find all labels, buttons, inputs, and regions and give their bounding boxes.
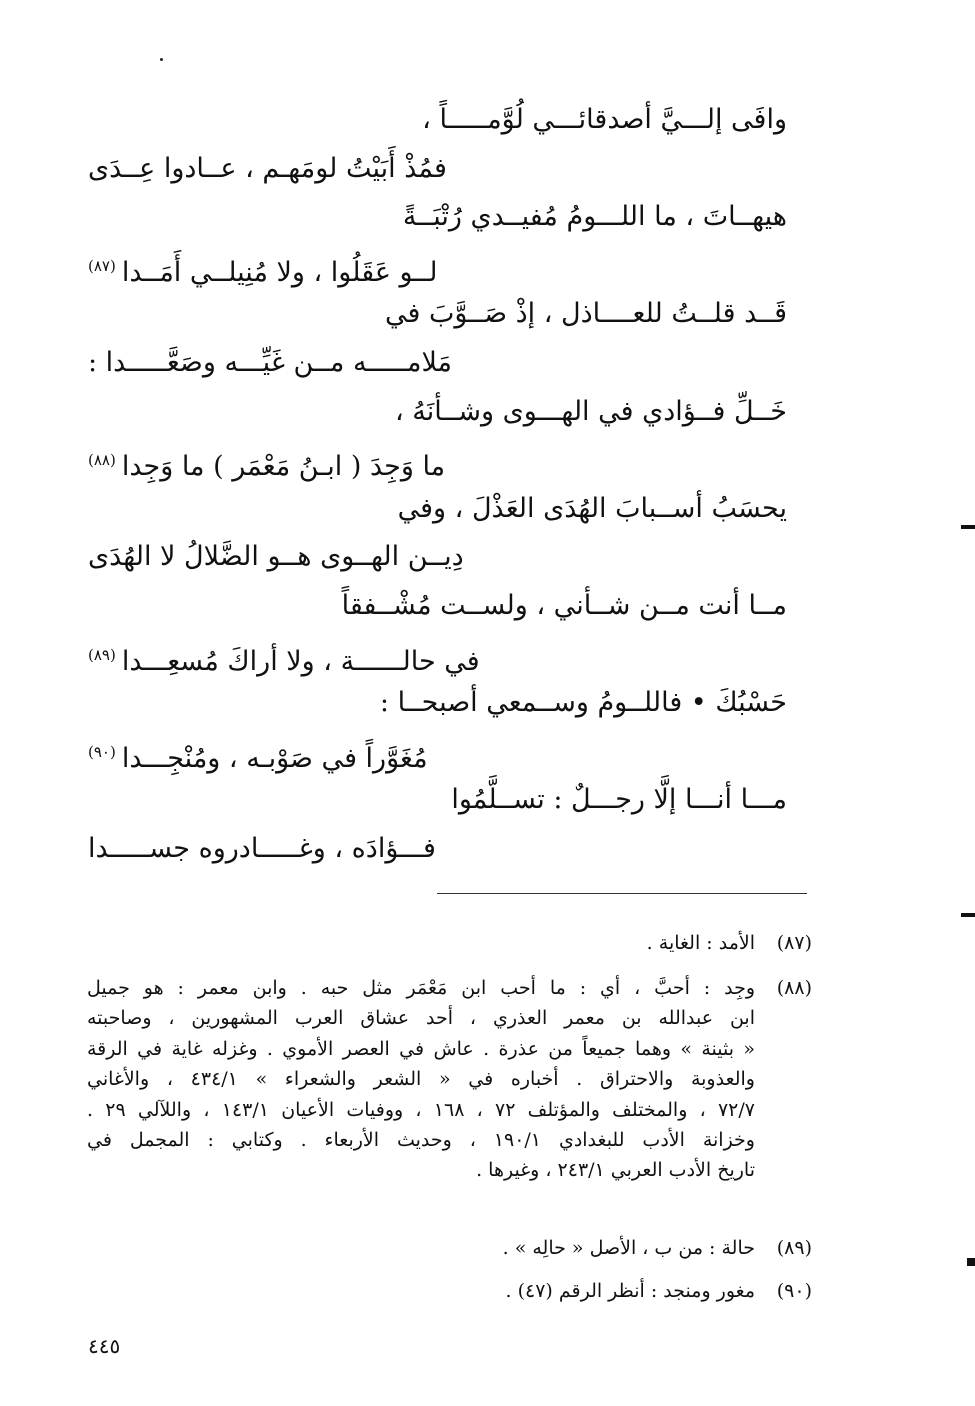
- footnote-line: الأمد : الغاية .: [646, 932, 755, 954]
- verse-text: هيهــاتَ ، ما اللـــومُ مُفيــدي رُتْبَــةً: [402, 201, 787, 233]
- footnote-text: [87, 1233, 755, 1263]
- footnote-number: (٨٨): [776, 977, 812, 999]
- verse-line: [88, 343, 452, 383]
- verse-line: [88, 635, 480, 675]
- page-edge-mark: [961, 525, 975, 529]
- verse-text: لــو عَقَلُوا ، ولا مُنِيلــي أَمَــدا: [121, 256, 438, 288]
- footnote-text: [87, 928, 755, 958]
- verse-line: [88, 732, 428, 772]
- verse-text: حَسْبُكَ • فاللــومُ وســمعي أصبحــا :: [379, 687, 787, 719]
- verse-text: خَــلِّ فــؤادي في الهـــوى وشــأنَهُ ،: [394, 395, 787, 427]
- footnote-reference: (٨٨): [88, 451, 116, 470]
- verse-text: وافَى إلـــيَّ أصدقائـــي لُوَّمـــــاً ،: [422, 104, 787, 135]
- verse-text: دِيــن الهــوى هــو الضَّلالُ لا الهُدَى: [88, 541, 464, 573]
- verse-line: [398, 489, 787, 529]
- verse-line: [385, 294, 787, 334]
- verse-line: [403, 197, 787, 237]
- verse-line: [88, 440, 446, 483]
- footnote-line: تاريخ الأدب العربي ٢٤٣/١ ، وغيرها .: [476, 1159, 755, 1182]
- verse-text: فمُذْ أَبَيْتُ لومَهـم ، عــادوا عِــدَى: [88, 152, 447, 184]
- verse-line: [88, 537, 464, 577]
- footnote-line: والعذوبة والاحتراق . أخباره في « الشعر والشعراء » ٤٣٤/١ ، والأغاني: [87, 1068, 755, 1091]
- verse-text: مَلامـــــه مــن غَيِّـــه وصَعَّـــــدا :: [88, 347, 453, 378]
- verse-line: [451, 780, 787, 820]
- footnote-reference: (٨٩): [88, 645, 116, 664]
- footnote-separator-rule: [437, 893, 807, 894]
- footnote-number: (٨٩): [776, 1237, 812, 1259]
- verse-text: مـــا أنـــا إلَّا رجـــلٌ : تســلَّمُوا: [451, 784, 787, 816]
- page-number: ٤٤٥: [88, 1334, 121, 1358]
- verse-line: [88, 149, 447, 189]
- footnote-line: ٧٢/٧ ، والمختلف والمؤتلف ٧٢ ، ١٦٨ ، ووفيات الأعيان ١٤٣/١ ، واللآلي ٢٩ .: [87, 1098, 755, 1121]
- verse-text: فـــؤادَه ، وغـــــادروه جســـــدا: [88, 833, 436, 864]
- verse-line: [422, 100, 787, 140]
- verse-line: [395, 392, 787, 432]
- footnote-number: (٩٠): [776, 1280, 812, 1302]
- footnote-number: (٨٧): [776, 932, 812, 954]
- verse-text: مُغَوَّراً في صَوْبـه ، ومُنْجِـــدا: [121, 742, 428, 774]
- verse-line: [380, 683, 787, 723]
- footnote-line: وخزانة الأدب للبغدادي ١٩٠/١ ، وحديث الأربعاء . وكتابي : المجمل في: [87, 1129, 755, 1152]
- page-edge-mark: [967, 1258, 975, 1266]
- footnote-text: [87, 973, 755, 1186]
- verse-text: مــا أنت مــن شــأني ، ولســت مُشْــفقاً: [341, 590, 787, 621]
- ink-speck: [160, 58, 163, 61]
- verse-line: [88, 829, 436, 869]
- footnote-line: وجِد : أحبَّ ، أي : ما أحب ابن مَعْمَر مثل حبه . وابن معمر : هو جميل: [87, 977, 755, 999]
- page-edge-mark: [961, 913, 975, 917]
- verse-text: ما وَجِدَ ( ابـنُ مَعْمَر ) ما وَجِدا: [121, 451, 446, 483]
- footnote-text: [87, 1276, 755, 1306]
- verse-text: يحسَبُ أســبابَ الهُدَى العَذْلَ ، وفي: [397, 492, 787, 524]
- verse-text: في حالــــــة ، ولا أراكَ مُسعِـــدا: [121, 645, 480, 677]
- footnote-line: مغور ومنجد : أنظر الرقم (٤٧) .: [505, 1280, 755, 1302]
- footnote-line: حالة : من ب ، الأصل « حالِه » .: [502, 1237, 755, 1259]
- footnote-reference: (٩٠): [88, 742, 116, 761]
- verse-line: [88, 246, 438, 286]
- verse-text: قَــد قلــتُ للعــــاذل ، إذْ صَــوَّبَ في: [384, 298, 787, 330]
- verse-line: [342, 586, 787, 626]
- footnote-reference: (٨٧): [88, 256, 116, 275]
- footnote-line: ابن عبدالله بن معمر العذري ، أحد عشاق العرب المشهورين ، وصاحبته: [87, 1007, 755, 1030]
- footnote-line: « بثينة » وهما جميعاً من عذرة . عاش في العصر الأموي . وغزله غاية في الرقة: [87, 1037, 755, 1060]
